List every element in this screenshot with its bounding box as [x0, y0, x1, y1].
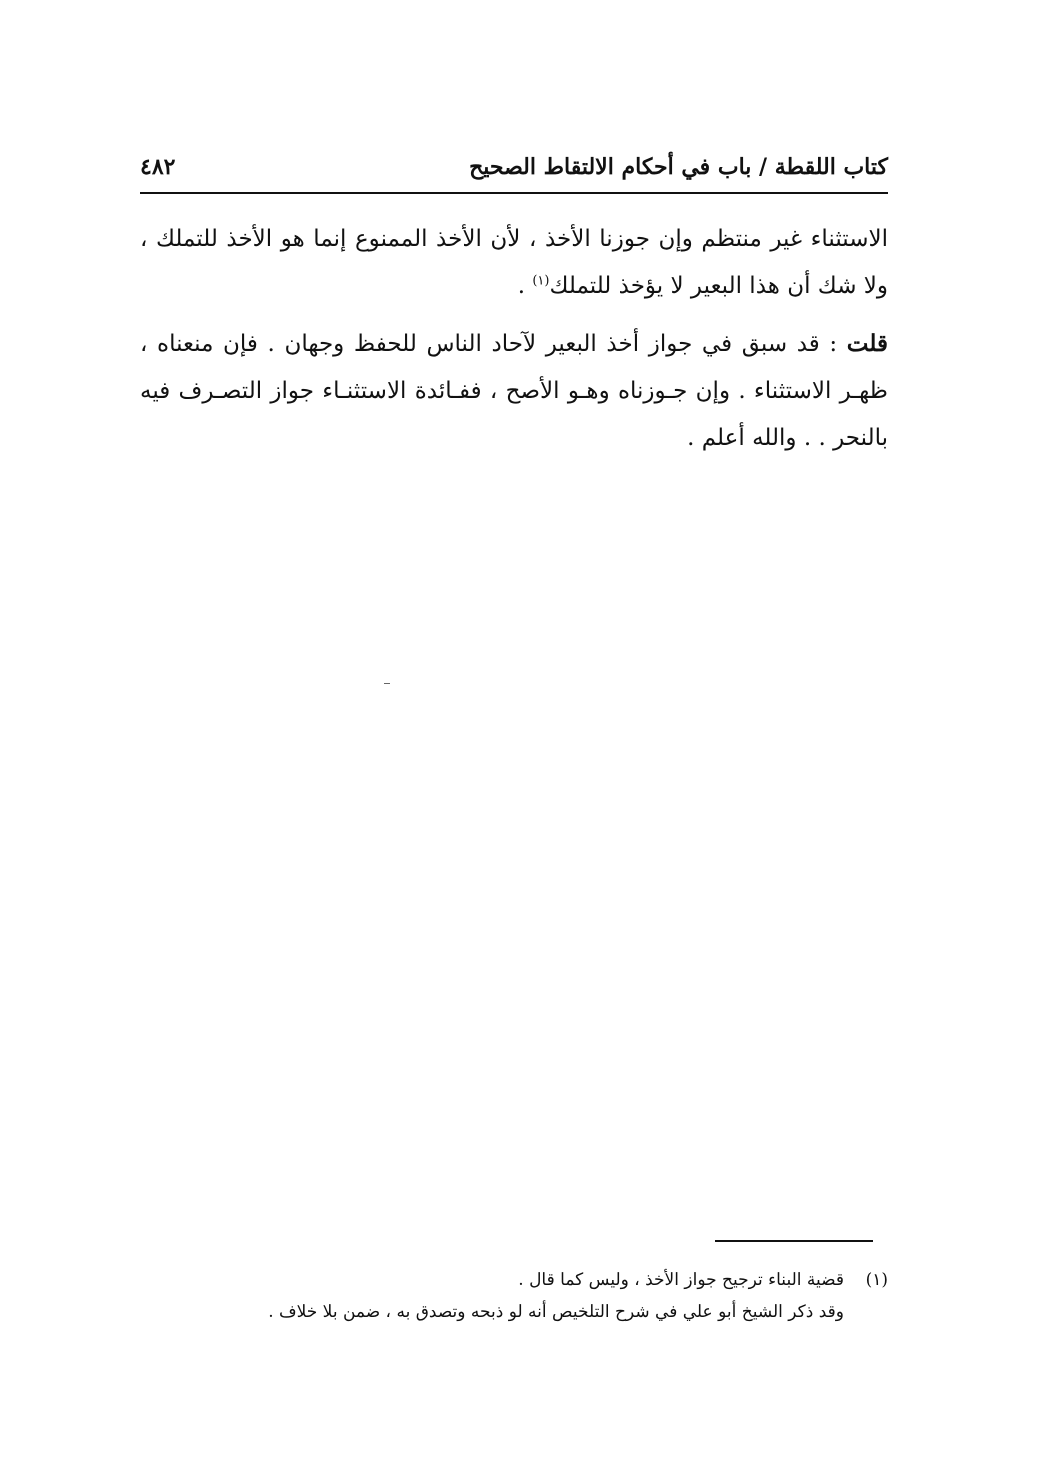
footnotes: [140, 1264, 888, 1328]
paragraph-1: [140, 216, 888, 310]
paragraph-1-tail: .: [517, 273, 533, 299]
footnote-1-line-2: وقد ذكر الشيخ أبو علي في شرح التلخيص أنه لو ذبحه وتصدق به ، ضمن بلا خلاف .: [268, 1302, 844, 1322]
footnote-number: (١): [865, 1270, 888, 1290]
paragraph-1-text: الاستثناء غير منتظم وإن جوزنا الأخذ ، لأن الأخذ الممنوع إنما هو الأخذ للتملك ، ولا شك أن هذا البعير لا يؤخذ للتملك: [140, 226, 888, 299]
running-header: [140, 150, 888, 194]
header-title: كتاب اللقطة / باب في أحكام الالتقاط الصحيح: [469, 154, 888, 180]
footnote-1-text-1: قضية البناء ترجيح جواز الأخذ ، وليس كما قال .: [518, 1270, 844, 1290]
footnote-reference: (١): [532, 273, 550, 289]
stray-mark: [384, 683, 390, 684]
footnote-separator: [715, 1240, 873, 1242]
paragraph-2-text: : قد سبق في جواز أخذ البعير لآحاد الناس للحفظ وجهان . فإن منعناه ، ظهـر الاستثناء . وإن جـوزناه وهـو الأصح ، ففـائدة الاستثنـاء جواز التصـرف فيه بالنحر . . والله أعلم .: [140, 331, 888, 451]
page-number: ٤٨٢: [140, 154, 176, 180]
body-text: [140, 216, 888, 472]
paragraph-2-lead: قلت: [846, 330, 888, 357]
paragraph-2: [140, 320, 888, 462]
footnote-1-line-1: [140, 1264, 888, 1296]
